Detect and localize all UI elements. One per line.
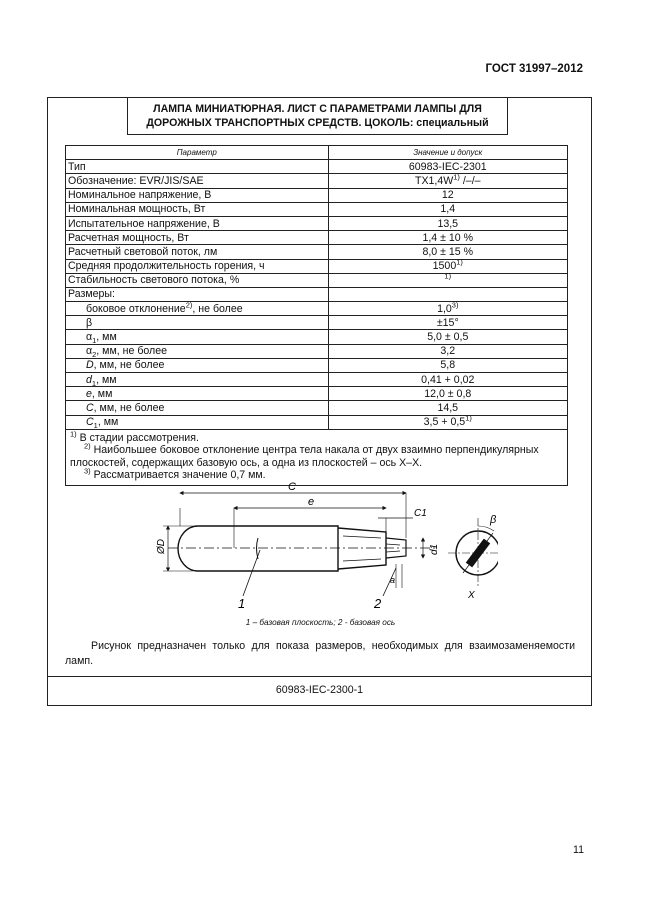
dimension-value: $3,5 + 0,5^{1)}$	[328, 415, 567, 429]
table-row	[66, 245, 568, 259]
table-row	[66, 316, 568, 330]
dimension-label-d1: d1	[429, 543, 440, 555]
table-row	[66, 358, 568, 372]
dimension-name: $C_1$, мм	[66, 415, 329, 429]
table-row	[66, 188, 568, 202]
table-row	[66, 231, 568, 245]
dimension-value: 12,0 ± 0,8	[328, 387, 567, 401]
dimension-label-a: a	[390, 575, 396, 585]
sheet-code: 60983-IEC-2300-1	[275, 684, 364, 696]
table-row	[66, 387, 568, 401]
parameter-name: Средняя продолжительность горения, ч	[66, 259, 329, 273]
dimension-name: β	[66, 316, 329, 330]
table-row	[66, 160, 568, 174]
dimension-name: $\alpha_1$, мм	[66, 330, 329, 344]
dimension-label-c: C	[288, 481, 296, 493]
table-row	[66, 415, 568, 429]
standard-number: ГОСТ 31997–2012	[485, 63, 583, 75]
dimension-value: 0,41 + 0,02	[328, 373, 567, 387]
angle-label-beta: β	[490, 514, 497, 526]
dimension-label-c1: C1	[414, 508, 427, 519]
lamp-dimension-drawing	[138, 478, 498, 628]
parameters-table	[65, 145, 568, 486]
sheet-title	[127, 98, 508, 135]
parameter-sheet-frame	[47, 97, 592, 706]
parameter-name: Расчетная мощность, Вт	[66, 231, 329, 245]
lamp-base-outline	[338, 528, 386, 569]
dimension-value: 5,0 ± 0,5	[328, 330, 567, 344]
footnote: $^{2)}$ Наибольшее боковое отклонение центра тела накала от двух взаимно перпендикулярных плоскостей, содержащих базовую ось, а одна из плоскостей – ось X–X.	[70, 441, 539, 469]
parameter-name: Размеры:	[66, 287, 329, 301]
table-row	[66, 216, 568, 230]
table-row	[66, 202, 568, 216]
parameter-name: Испытательное напряжение, В	[66, 216, 329, 230]
table-row	[66, 401, 568, 415]
table-header-row	[66, 146, 568, 160]
parameter-value: 12	[328, 188, 567, 202]
figure-note: Рисунок предназначен только для показа размеров, необходимых для взаимозаменяемости ламп.	[65, 640, 575, 667]
table-row	[66, 174, 568, 188]
footnote: $^{1)}$ В стадии рассмотрения.	[70, 429, 199, 444]
figure-caption: 1 – базовая плоскость; 2 - базовая ось	[245, 618, 396, 627]
sheet-title-line-2: ДОРОЖНЫХ ТРАНСПОРТНЫХ СРЕДСТВ. ЦОКОЛЬ: специальный	[146, 117, 489, 129]
divider	[48, 676, 591, 677]
table-row	[66, 273, 568, 287]
dimension-name: $\alpha_2$, мм, не более	[66, 344, 329, 358]
parameter-value	[328, 287, 567, 301]
dimension-name: D, мм, не более	[66, 358, 329, 372]
reference-plane-label: 1	[238, 596, 246, 611]
parameter-value: 1)	[328, 273, 567, 287]
dimension-value: 14,5	[328, 401, 567, 415]
table-row	[66, 344, 568, 358]
dimension-name: e, мм	[66, 387, 329, 401]
dimension-value: ±15°	[328, 316, 567, 330]
column-header-parameter: Параметр	[66, 146, 329, 160]
lamp-bulb-outline	[178, 526, 338, 571]
parameter-value: 1,4	[328, 202, 567, 216]
table-row	[66, 259, 568, 273]
dimension-name: боковое отклонение$^{2)}$, не более	[66, 302, 329, 316]
parameter-value: 8,0 ± 15 %	[328, 245, 567, 259]
dimension-label-d: ØD	[156, 539, 167, 554]
table-row	[66, 373, 568, 387]
column-header-value: Значение и допуск	[328, 146, 567, 160]
dimension-name: C, мм, не более	[66, 401, 329, 415]
parameter-value: 1500$^{1)}$	[328, 259, 567, 273]
parameter-name: Тип	[66, 160, 329, 174]
dimension-value: 5,8	[328, 358, 567, 372]
parameter-name: Расчетный световой поток, лм	[66, 245, 329, 259]
dimension-value: 1,0$^{3)}$	[328, 302, 567, 316]
table-row	[66, 330, 568, 344]
axis-label-x: X	[468, 590, 475, 601]
parameter-name: Стабильность светового потока, %	[66, 273, 329, 287]
parameter-value: $TX1,4W^{1)}$ /–/–	[328, 174, 567, 188]
footnotes-row	[66, 429, 568, 485]
parameter-name: Обозначение: EVR/JIS/SAE	[66, 174, 329, 188]
footnote: $^{3)}$ Рассматривается значение 0,7 мм.	[84, 466, 266, 482]
dimension-label-e: e	[308, 496, 315, 508]
dimension-value: 3,2	[328, 344, 567, 358]
parameter-value: 13,5	[328, 216, 567, 230]
page-number: 11	[573, 844, 584, 856]
sheet-title-line-1: ЛАМПА МИНИАТЮРНАЯ. ЛИСТ С ПАРАМЕТРАМИ ЛАМПЫ ДЛЯ	[153, 103, 482, 115]
footnotes	[66, 429, 568, 485]
parameter-value: 60983-IEC-2301	[328, 160, 567, 174]
parameter-name: Номинальное напряжение, В	[66, 188, 329, 202]
parameter-name: Номинальная мощность, Вт	[66, 202, 329, 216]
parameter-value: 1,4 ± 10 %	[328, 231, 567, 245]
table-row	[66, 302, 568, 316]
table-row	[66, 287, 568, 301]
reference-axis-label: 2	[374, 596, 382, 611]
dimension-name: $d_1$, мм	[66, 373, 329, 387]
